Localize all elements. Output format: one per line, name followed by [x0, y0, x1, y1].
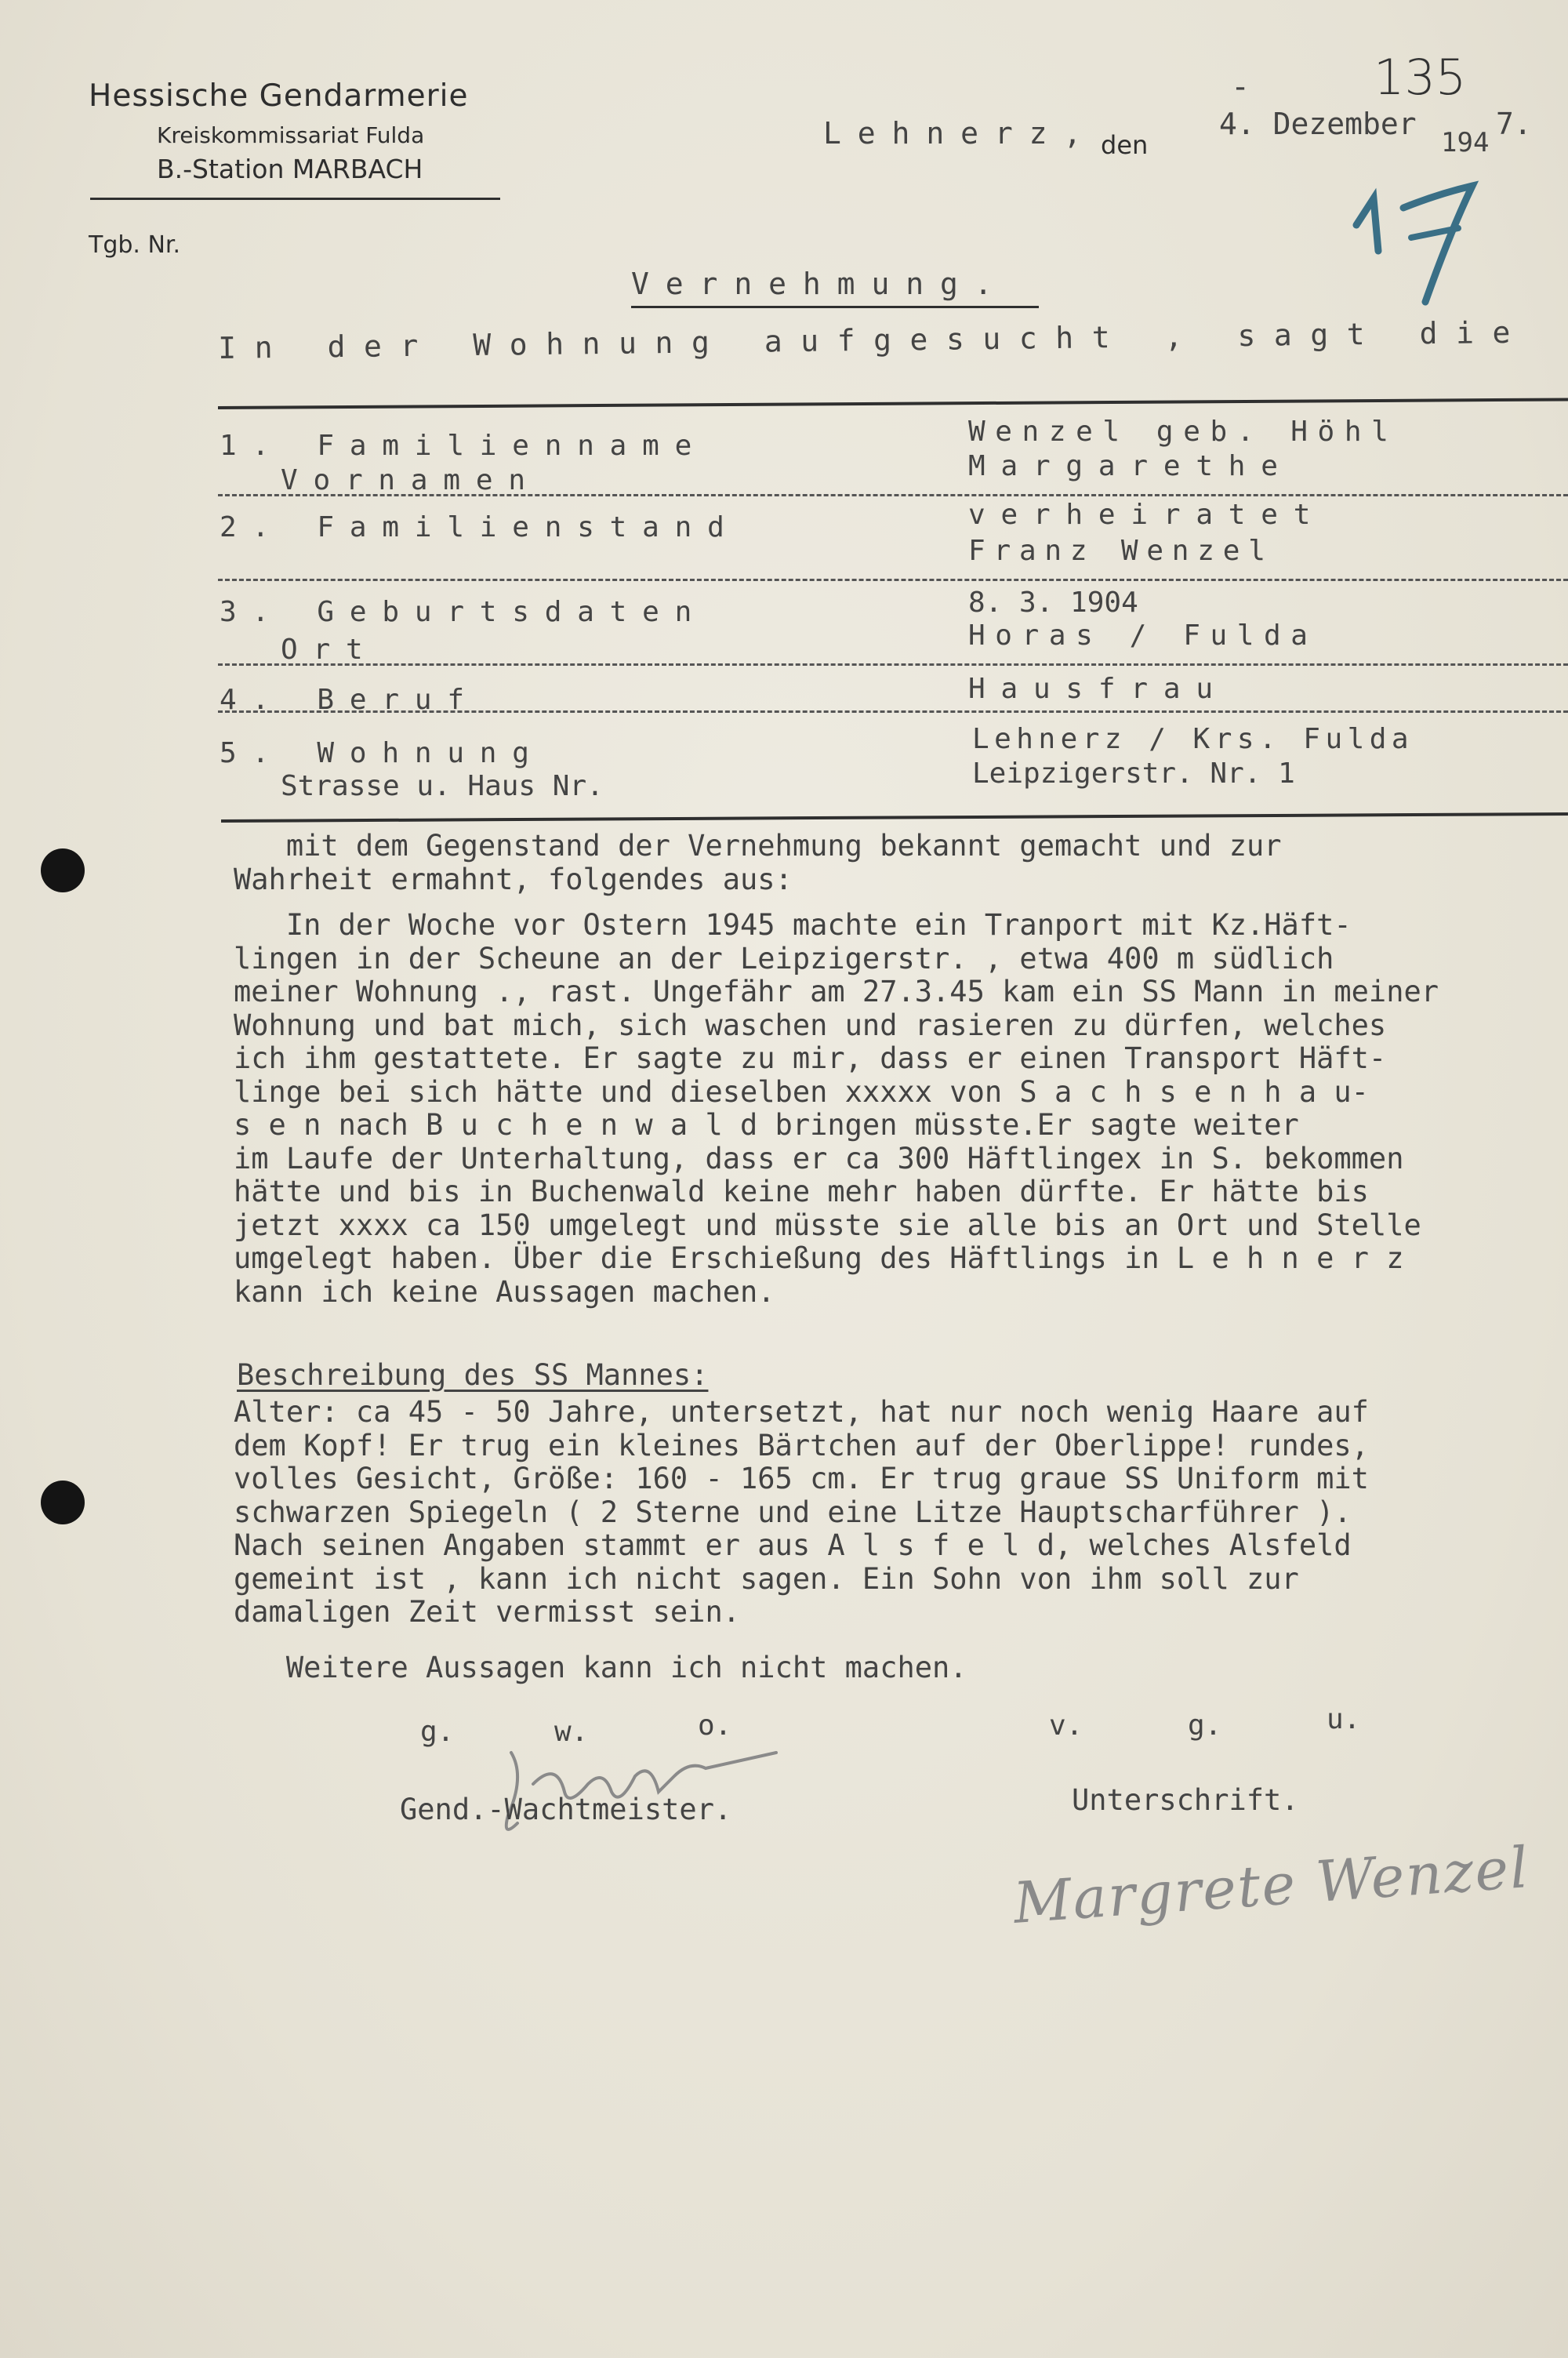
field-3-label: 3. Geburtsdaten	[220, 596, 708, 628]
field-2-value: verheiratet	[968, 499, 1327, 531]
vgu-v: v.	[1049, 1709, 1083, 1742]
date-place: Lehnerz,	[823, 116, 1098, 151]
description-line: Nach seinen Angaben stammt er aus A l s f e l d, welches Alsfeld	[234, 1528, 1352, 1562]
date-day-month: 4. Dezember	[1219, 107, 1417, 141]
closing-statement: Weitere Aussagen kann ich nicht machen.	[234, 1651, 967, 1684]
field-2-label: 2. Familienstand	[220, 511, 740, 543]
vgu-g: g.	[1188, 1709, 1222, 1742]
description-line: damaligen Zeit vermisst sein.	[234, 1595, 741, 1629]
page-number: 135	[1374, 49, 1467, 106]
statement-line: hätte und bis in Buchenwald keine mehr haben dürfte. Er hätte bis	[234, 1175, 1369, 1208]
gwo-o: o.	[698, 1709, 732, 1742]
handwritten-number-text	[1333, 176, 1334, 177]
field-4-label: 4. Beruf	[220, 684, 480, 716]
statement-line: mit dem Gegenstand der Vernehmung bekannt gemacht und zur	[234, 829, 1282, 863]
date-year-suffix: 7.	[1496, 107, 1532, 141]
field-2-subvalue: Franz Wenzel	[968, 535, 1274, 567]
statement-line: Wohnung und bat mich, sich waschen und rasieren zu dürfen, welches	[234, 1008, 1387, 1042]
field-2-dash-line	[218, 579, 1568, 581]
vgu-u: u.	[1327, 1703, 1361, 1735]
officer-signature	[470, 1729, 800, 1847]
date-den: den	[1101, 130, 1149, 160]
statement-line: jetzt xxxx ca 150 umgelegt und müsste sie alle bis an Ort und Stelle	[234, 1208, 1421, 1242]
statement-line: umgelegt haben. Über die Erschießung des Häftlings in L e h n e r z	[234, 1241, 1404, 1275]
statement-line: lingen in der Scheune an der Leipzigerstr. , etwa 400 m südlich	[234, 941, 1334, 976]
handwritten-number-17	[1333, 176, 1490, 318]
description-line: gemeint ist , kann ich nicht sagen. Ein Sohn von ihm soll zur	[234, 1561, 1299, 1596]
intro-line: In der Wohnung aufgesucht , sagt die	[218, 314, 1530, 365]
field-5-value: Lehnerz / Krs. Fulda	[972, 723, 1414, 755]
statement-body	[234, 830, 1559, 1309]
statement-line: meiner Wohnung ., rast. Ungefähr am 27.3.45 kam ein SS Mann in meiner	[234, 975, 1439, 1008]
field-1-subvalue: Margarethe	[968, 450, 1294, 482]
date-year-prefix: 194	[1441, 127, 1490, 158]
page-number-dash: -	[1231, 69, 1250, 105]
punch-hole-top	[41, 848, 85, 892]
statement-line: Wahrheit ermahnt, folgendes aus:	[234, 862, 793, 896]
title-underline	[631, 306, 1039, 308]
field-4-dash-line	[218, 710, 1568, 713]
field-1-value: Wenzel geb. Höhl	[968, 416, 1399, 448]
signature-label: Unterschrift.	[1072, 1783, 1299, 1817]
description-line: Alter: ca 45 - 50 Jahre, untersetzt, hat nur noch wenig Haare auf	[234, 1395, 1369, 1429]
letterhead-station: B.-Station MARBACH	[157, 154, 423, 184]
field-3-sublabel: Ort	[281, 634, 379, 666]
field-5-subvalue: Leipzigerstr. Nr. 1	[972, 758, 1295, 790]
description-line: schwarzen Spiegeln ( 2 Sterne und eine Litze Hauptscharführer ).	[234, 1495, 1352, 1529]
description-heading: Beschreibung des SS Mannes:	[237, 1358, 709, 1392]
field-1-dash-line	[218, 494, 1568, 496]
description-line: volles Gesicht, Größe: 160 - 165 cm. Er trug graue SS Uniform mit	[234, 1462, 1369, 1495]
letterhead-org: Hessische Gendarmerie	[89, 78, 469, 114]
statement-line: s e n nach B u c h e n w a l d bringen müsste.Er sagte weiter	[234, 1108, 1299, 1142]
statement-line: kann ich keine Aussagen machen.	[234, 1274, 775, 1309]
field-1-label: 1. Familienname	[220, 430, 708, 462]
statement-line: ich ihm gestattete. Er sagte zu mir, dass er einen Transport Häft-	[234, 1041, 1387, 1075]
letterhead-commissariat: Kreiskommissariat Fulda	[157, 122, 425, 148]
punch-hole-bottom	[41, 1481, 85, 1524]
field-5-label: 5. Wohnung	[220, 737, 545, 769]
witness-signature: Margrete Wenzel	[1011, 1834, 1532, 1936]
gwo-w: w.	[554, 1716, 589, 1748]
statement-line: im Laufe der Unterhaltung, dass er ca 300 Häftlingex in S. bekommen	[234, 1141, 1404, 1175]
letterhead-rule	[90, 198, 500, 200]
title-vernehmung: Vernehmung.	[631, 267, 1009, 301]
gwo-g: g.	[420, 1716, 455, 1748]
statement-line: In der Woche vor Ostern 1945 machte ein Tranport mit Kz.Häft-	[234, 908, 1352, 942]
field-4-value: Hausfrau	[968, 673, 1229, 705]
form-top-rule	[218, 398, 1568, 409]
field-3-dash-line	[218, 663, 1568, 666]
description-line: dem Kopf! Er trug ein kleines Bärtchen auf der Oberlippe! rundes,	[234, 1428, 1369, 1462]
statement-line: linge bei sich hätte und dieselben xxxxx von S a c h s e n h a u-	[234, 1074, 1369, 1109]
field-1-sublabel: Vornamen	[281, 464, 541, 496]
tgb-number-label: Tgb. Nr.	[89, 231, 181, 259]
field-3-subvalue: Horas / Fulda	[968, 619, 1318, 652]
officer-label: Gend.-Wachtmeister.	[400, 1793, 732, 1826]
description-body	[234, 1396, 1559, 1630]
field-3-value: 8. 3. 1904	[968, 587, 1138, 619]
form-bottom-rule	[221, 812, 1568, 823]
field-5-sublabel: Strasse u. Haus Nr.	[281, 770, 604, 802]
